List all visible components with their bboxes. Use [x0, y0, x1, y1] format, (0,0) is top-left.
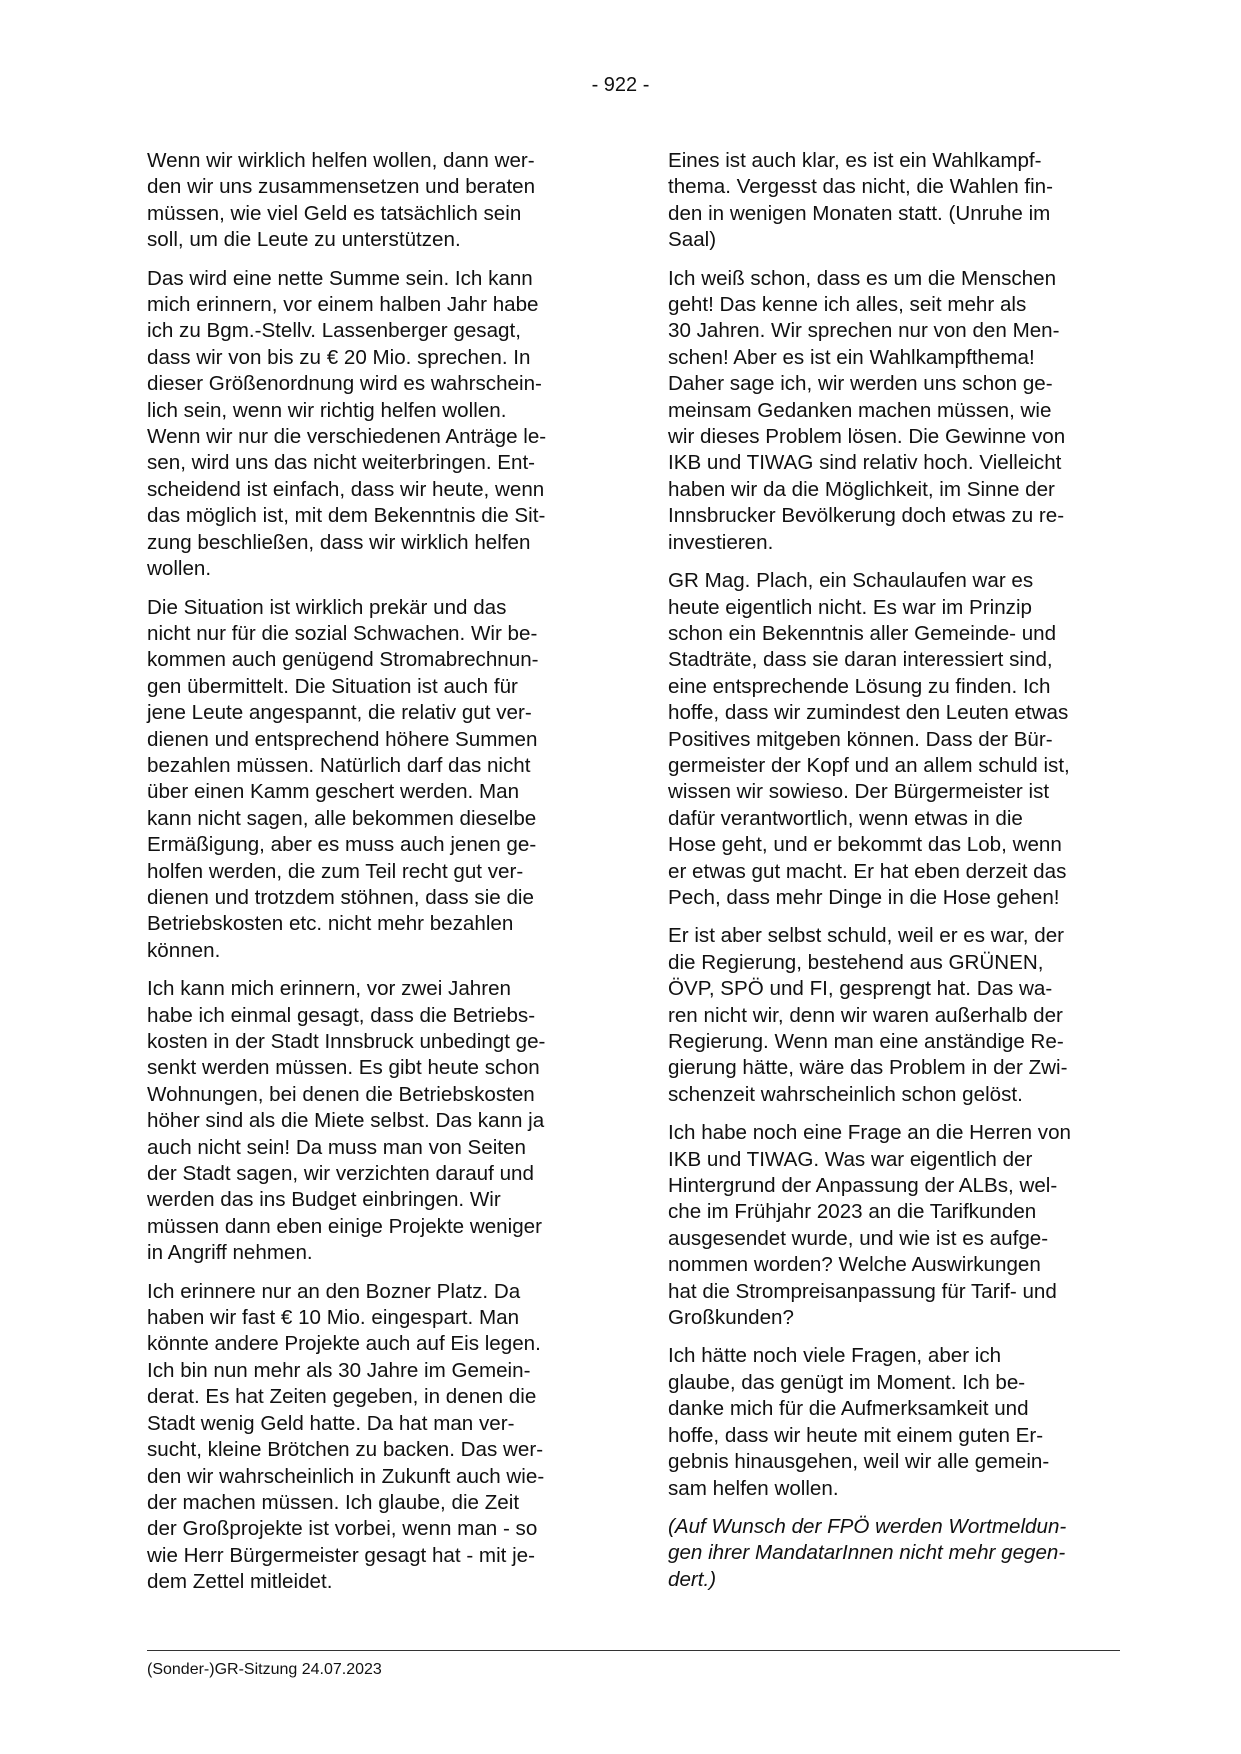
left-column: [147, 148, 583, 1608]
paragraph: Ich erinnere nur an den Bozner Platz. Da haben wir fast € 10 Mio. eingespart. Man könnte andere Projekte auch auf Eis legen. Ich bin nun mehr als 30 Jahre im Gemein- derat. Es hat Zeiten gegeben, in denen die Stadt wenig Geld hatte. Da hat man ver- sucht, kleine Brötchen zu backen. Das wer- den wir wahrscheinlich in Zukunft auch wie- der machen müssen. Ich glaube, die Zeit der Großprojekte ist vorbei, wenn man - so wie Herr Bürgermeister gesagt hat - mit je- dem Zettel mitleidet.: [147, 1279, 545, 1594]
page-number: - 922 -: [591, 74, 650, 96]
paragraph: Ich kann mich erinnern, vor zwei Jahren habe ich einmal gesagt, dass die Betriebs- kosten in der Stadt Innsbruck unbedingt ge- senkt werden müssen. Es gibt heute schon Wohnungen, bei denen die Betriebskosten höher sind als die Miete selbst. Das kann ja auch nicht sein! Da muss man von Seiten der Stadt sagen, wir verzichten darauf und werden das ins Budget einbringen. Wir müssen dann eben einige Projekte weniger in Angriff nehmen.: [147, 977, 546, 1265]
paragraph: Ich weiß schon, dass es um die Menschen geht! Das kenne ich alles, seit mehr als 30 Jahren. Wir sprechen nur von den Men- schen! Aber es ist ein Wahlkampfthema! Daher sage ich, wir werden uns schon ge- meinsam Gedanken machen müssen, wie wir dieses Problem lösen. Die Gewinne von IKB und TIWAG sind relativ hoch. Vielleicht haben wir da die Möglichkeit, im Sinne der Innsbrucker Bevölkerung doch etwas zu re- investieren.: [668, 266, 1066, 554]
right-column: [668, 148, 1104, 1605]
paragraph: Ich habe noch eine Frage an die Herren von IKB und TIWAG. Was war eigentlich der Hintergrund der Anpassung der ALBs, wel- che im Frühjahr 2023 an die Tarifkunden ausgesendet wurde, und wie ist es aufge- nommen worden? Welche Auswirkungen hat die Strompreisanpassung für Tarif- und Großkunden?: [668, 1121, 1071, 1330]
footer-divider: [147, 1650, 1120, 1651]
paragraph: Das wird eine nette Summe sein. Ich kann mich erinnern, vor einem halben Jahr habe ich zu Bgm.-Stellv. Lassenberger gesagt, dass wir von bis zu € 20 Mio. sprechen. In dieser Größenordnung wird es wahrschein- lich sein, wenn wir richtig helfen wollen. Wenn wir nur die verschiedenen Anträge le- sen, wird uns das nicht weiterbringen. Ent- scheidend ist einfach, dass wir heute, wenn das möglich ist, mit dem Bekenntnis die Sit- zung beschließen, dass wir wirklich helfen wollen.: [147, 266, 547, 581]
paragraph: Er ist aber selbst schuld, weil er es war, der die Regierung, bestehend aus GRÜNEN, ÖVP, SPÖ und FI, gesprengt hat. Das wa- ren nicht wir, denn wir waren außerhalb der Regierung. Wenn man eine anständige Re- gierung hätte, wäre das Problem in der Zwi- schenzeit wahrscheinlich schon gelöst.: [668, 924, 1068, 1106]
paragraph: Ich hätte noch viele Fragen, aber ich glaube, das genügt im Moment. Ich be- danke mich für die Aufmerksamkeit und hoffe, dass wir heute mit einem guten Er- gebnis hinausgehen, weil wir alle gemein- sam helfen wollen.: [668, 1344, 1050, 1500]
editorial-note: (Auf Wunsch der FPÖ werden Wortmeldun- gen ihrer MandatarInnen nicht mehr gegen- dert.): [668, 1514, 1067, 1591]
paragraph: Die Situation ist wirklich prekär und das nicht nur für die sozial Schwachen. Wir be- kommen auch genügend Stromabrechnun- gen übermittelt. Die Situation ist auch für jene Leute angespannt, die relativ gut ver- dienen und entsprechend höhere Summen bezahlen müssen. Natürlich darf das nicht über einen Kamm geschert werden. Man kann nicht sagen, alle bekommen dieselbe Ermäßigung, aber es muss auch jenen ge- holfen werden, die zum Teil recht gut ver- dienen und trotzdem stöhnen, dass sie die Betriebskosten etc. nicht mehr bezahlen können.: [147, 595, 539, 962]
footer-session-label: (Sonder-)GR-Sitzung 24.07.2023: [147, 1661, 382, 1678]
paragraph: Wenn wir wirklich helfen wollen, dann wer- den wir uns zusammensetzen und beraten müssen, wie viel Geld es tatsächlich sein soll, um die Leute zu unterstützen.: [147, 149, 536, 252]
paragraph: GR Mag. Plach, ein Schaulaufen war es heute eigentlich nicht. Es war im Prinzip schon ein Bekenntnis aller Gemeinde- und Stadträte, dass sie daran interessiert sind, eine entsprechende Lösung zu finden. Ich hoffe, dass wir zumindest den Leuten etwas Positives mitgeben können. Dass der Bür- germeister der Kopf und an allem schuld ist, wissen wir sowieso. Der Bürgermeister ist dafür verantwortlich, wenn etwas in die Hose geht, und er bekommt das Lob, wenn er etwas gut macht. Er hat eben derzeit das Pech, dass mehr Dinge in die Hose gehen!: [668, 569, 1070, 909]
paragraph: Eines ist auch klar, es ist ein Wahlkampf- thema. Vergesst das nicht, die Wahlen fin- den in wenigen Monaten statt. (Unruhe im Saal): [668, 149, 1053, 252]
